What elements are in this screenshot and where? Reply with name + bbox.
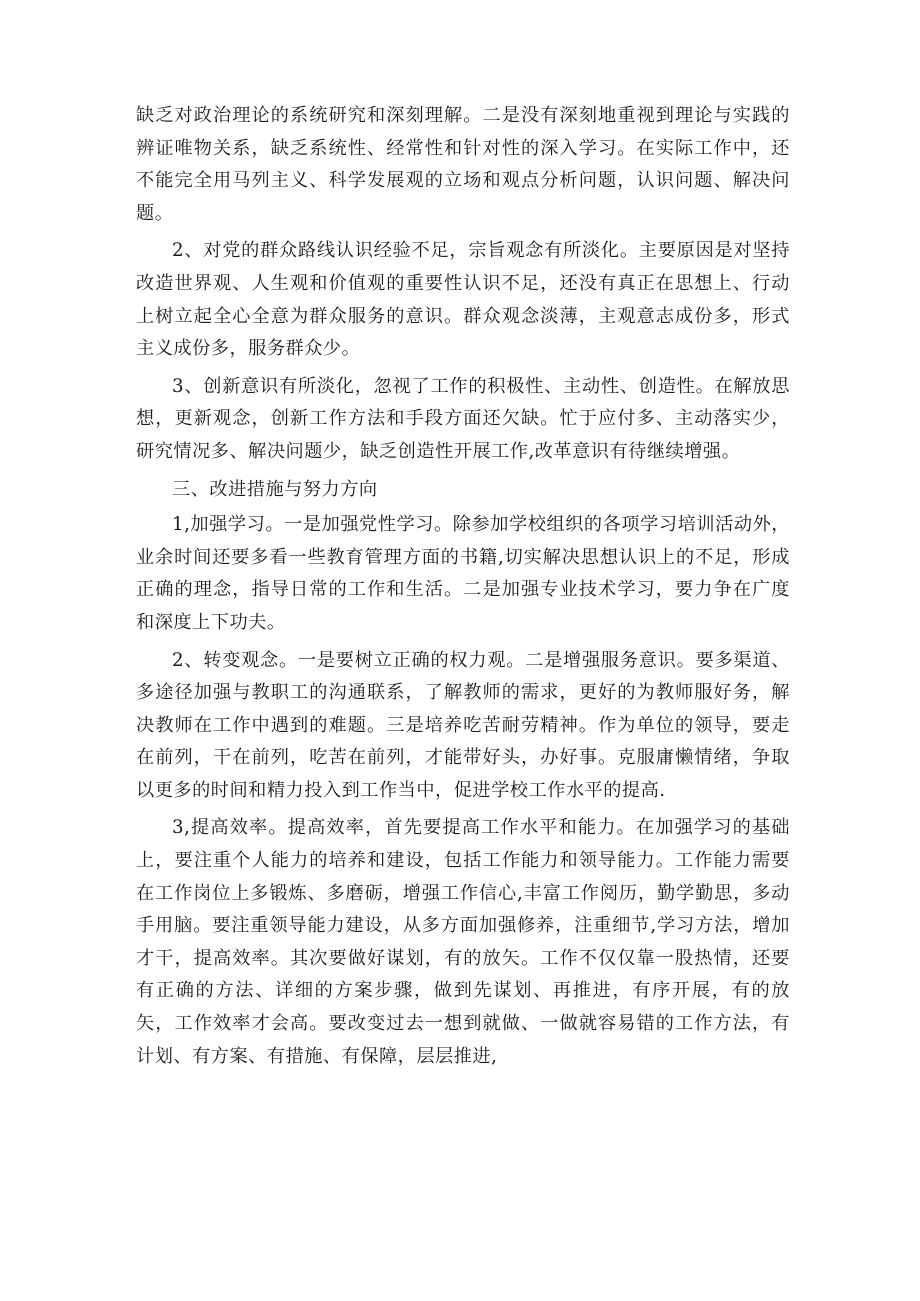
paragraph-measure-3: 3,提高效率。提高效率，首先要提高工作水平和能力。在加强学习的基础上，要注重个人能力的培养和建设，包括工作能力和领导能力。工作能力需要在工作岗位上多锻炼、多磨砺，增强工作信心,丰富工作阅历，勤学勤思，多动手用脑。要注重领导能力建设，从多方面加强修养，注重细节,学习方法，增加才干，提高效率。其次要做好谋划，有的放矢。工作不仅仅靠一股热情，还要有正确的方法、详细的方案步骤，做到先谋划、再推进，有序开展，有的放矢，工作效率才会高。要改变过去一想到就做、一做就容易错的工作方法，有计划、有方案、有措施、有保障，层层推进,: [136, 817, 790, 1067]
paragraph-continuation: 缺乏对政治理论的系统研究和深刻理解。二是没有深刻地重视到理论与实践的辨证唯物关系，缺乏系统性、经常性和针对性的深入学习。在实际工作中，还不能完全用马列主义、科学发展观的立场和观点分析问题，认识问题、解决问题。: [136, 105, 790, 224]
paragraph-item-3: 3、创新意识有所淡化，忽视了工作的积极性、主动性、创造性。在解放思想，更新观念，创新工作方法和手段方面还欠缺。忙于应付多、主动落实少，研究情况多、解决问题少，缺乏创造性开展工作,改革意识有待继续增强。: [136, 375, 790, 462]
paragraph-item-2: 2、对党的群众路线认识经验不足，宗旨观念有所淡化。主要原因是对坚持改造世界观、人生观和价值观的重要性认识不足，还没有真正在思想上、行动上树立起全心全意为群众服务的意识。群众观念淡薄，主观意志成份多，形式主义成份多，服务群众少。: [136, 240, 790, 360]
paragraph-measure-2: 2、转变观念。一是要树立正确的权力观。二是增强服务意识。要多渠道、多途径加强与教职工的沟通联系，了解教师的需求，更好的为教师服好务，解决教师在工作中遇到的难题。三是培养吃苦耐劳精神。作为单位的领导，要走在前列，干在前列，吃苦在前列，才能带好头，办好事。克服庸懒情绪，争取以更多的时间和精力投入到工作当中，促进学校工作水平的提高.: [136, 649, 790, 801]
document-page: [136, 100, 790, 1073]
section-heading: 三、改进措施与努力方向: [172, 478, 378, 500]
paragraph-measure-1: 1,加强学习。一是加强党性学习。除参加学校组织的各项学习培训活动外，业余时间还要多看一些教育管理方面的书籍,切实解决思想认识上的不足，形成正确的理念，指导日常的工作和生活。二是加强专业技术学习，要力争在广度和深度上下功夫。: [136, 514, 790, 633]
